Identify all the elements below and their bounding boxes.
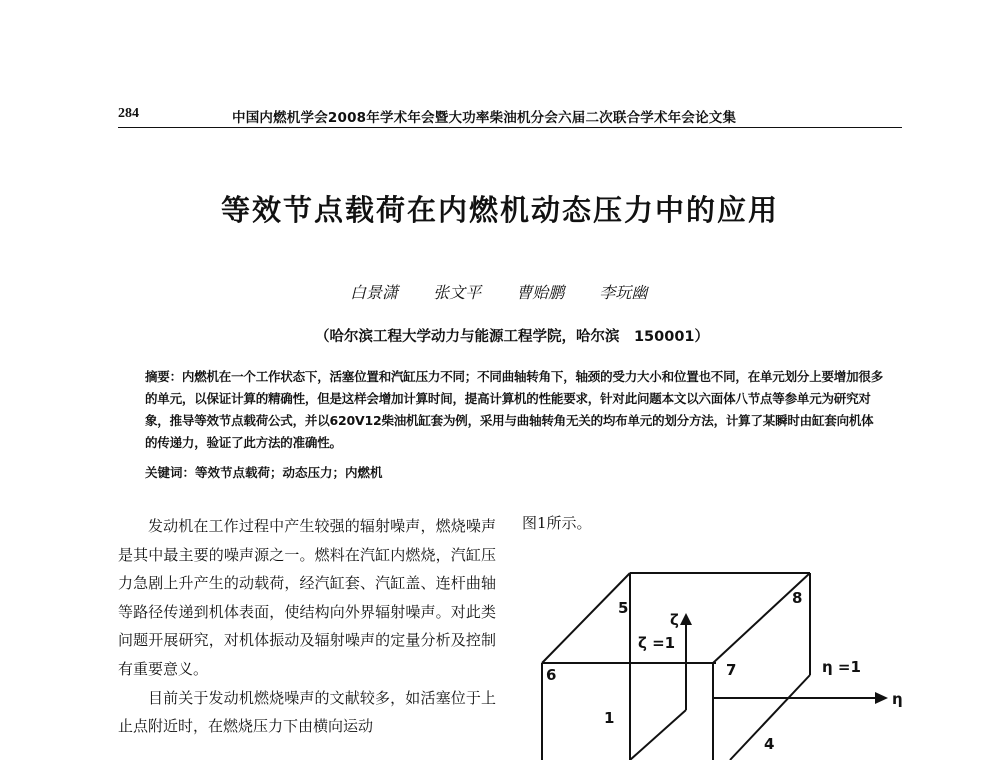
node-label: 8 <box>792 589 803 607</box>
zeta-axis-label: ζ <box>670 611 679 629</box>
author-name: 李玩幽 <box>599 283 648 302</box>
paper-title: 等效节点载荷在内燃机动态压力中的应用 <box>220 193 779 227</box>
author-name: 张文平 <box>433 283 482 302</box>
hexahedron-element-figure <box>520 555 903 760</box>
eta-arrowhead <box>875 692 888 704</box>
affiliation: （哈尔滨工程大学动力与能源工程学院，哈尔滨 150001） <box>314 329 710 345</box>
body-paragraph: 发动机在工作过程中产生较强的辐射噪声，燃烧噪声是其中最主要的噪声源之一。燃料在汽缸内燃烧，汽缸压力急剧上升产生的动载荷，经汽缸套、汽缸盖、连杆曲轴等路径传递到机体表面，使结构向外界辐射噪声。对此类问题开展研究，对机体振动及辐射噪声的定量分析及控制有重要意义。 <box>118 517 496 678</box>
edge <box>630 710 686 760</box>
node-label: 1 <box>604 709 615 727</box>
abstract-label: 摘要： <box>145 369 182 384</box>
author-list <box>350 280 677 303</box>
node-label: 4 <box>764 735 775 753</box>
abstract <box>145 366 885 454</box>
abstract-text: 内燃机在一个工作状态下，活塞位置和汽缸压力不同；不同曲轴转角下，轴颈的受力大小和位置也不同，在单元划分上要增加很多的单元，以保证计算的精确性，但是这样会增加计算时间，提高计算机的性能要求，针对此问题本文以六面体八节点等参单元为研究对象，推导等效节点载荷公式，并以620V12柴油机缸套为例，采用与曲轴转角无关的均布单元的划分方法，计算了某瞬时由缸套向机体的传递力，验证了此方法的准确性。 <box>145 369 884 450</box>
keywords-text: 等效节点载荷；动态压力；内燃机 <box>195 465 383 480</box>
author-name: 曹贻鹏 <box>516 283 565 302</box>
node-label: 5 <box>618 599 629 617</box>
body-paragraph: 目前关于发动机燃烧噪声的文献较多，如活塞位于上止点附近时，在燃烧压力下由横向运动 <box>118 688 496 736</box>
page-number: 284 <box>118 106 139 121</box>
node-label: 7 <box>726 661 737 679</box>
zeta-arrowhead <box>680 613 692 625</box>
body-right-column-text: 图1所示。 <box>522 514 592 532</box>
body-left-column <box>118 512 496 741</box>
zeta-equals-one-label: ζ =1 <box>638 634 676 652</box>
running-header: 中国内燃机学会2008年学术年会暨大功率柴油机分会六届二次联合学术年会论文集 <box>232 110 737 126</box>
author-name: 白景潇 <box>350 283 399 302</box>
edge <box>542 573 630 663</box>
edge <box>713 573 810 663</box>
eta-axis-label: η <box>892 690 903 708</box>
header-rule <box>118 127 902 128</box>
node-label: 6 <box>546 666 557 684</box>
keywords-label: 关键词： <box>145 465 196 480</box>
eta-equals-one-label: η =1 <box>822 658 861 676</box>
keywords <box>145 463 885 481</box>
